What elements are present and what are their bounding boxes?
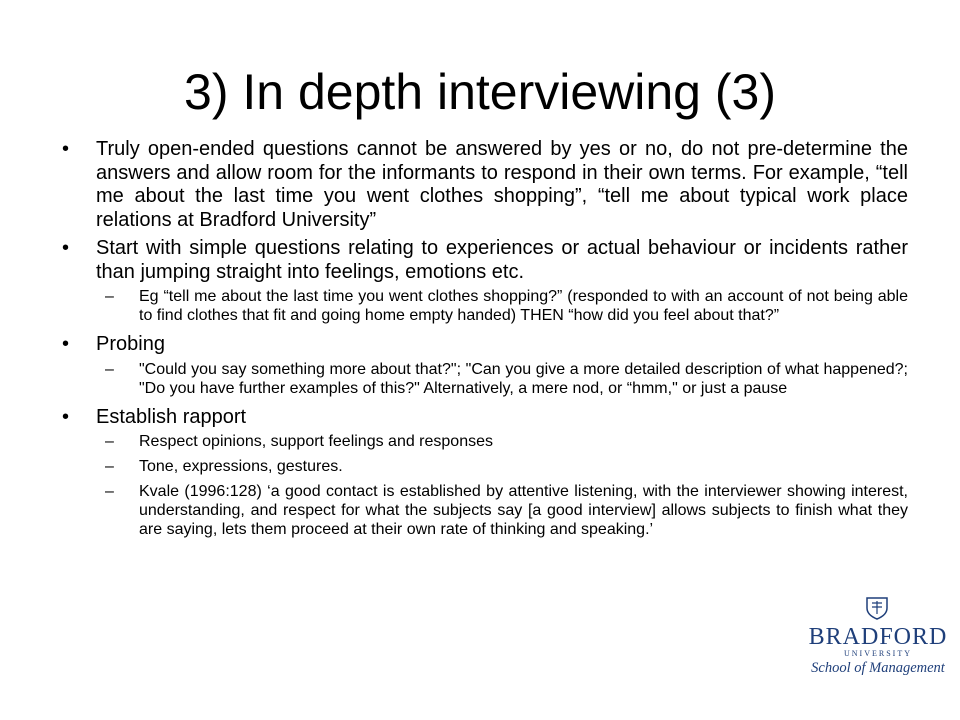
bullet-text: Start with simple questions relating to experiences or actual behaviour or incidents rather than jumping straight into feelings, emotions etc. — [96, 237, 908, 283]
sub-item-example — [62, 287, 908, 325]
bullet-text: Establish rapport — [96, 405, 247, 428]
dash-icon: – — [105, 483, 114, 500]
sub-item-probing-examples — [62, 360, 908, 398]
sub-item-text: "Could you say something more about that?"; "Can you give a more detailed description of what happened?; "Do you have further examples of this?" Alternatively, a mere nod, or “hmm," or just a pause — [139, 360, 908, 397]
bullet-text: Truly open-ended questions cannot be answered by yes or no, do not pre-determine the answers and allow room for the informants to respond in their own terms. For example, “tell me about the last time you went clothes shopping”, “tell me about typical work place relations at Bradford University” — [96, 138, 908, 231]
bullet-item-establish-rapport — [62, 406, 908, 430]
sub-item-text: Respect opinions, support feelings and responses — [139, 433, 493, 450]
bullet-item-open-ended — [62, 138, 908, 232]
sub-item-text: Tone, expressions, gestures. — [139, 458, 343, 475]
bullet-text: Probing — [96, 333, 165, 355]
bullet-item-probing — [62, 333, 908, 357]
dash-icon: – — [105, 433, 114, 450]
dash-icon: – — [105, 288, 114, 305]
bullet-icon: • — [62, 333, 70, 355]
bullet-icon: • — [62, 405, 70, 428]
bradford-logo — [806, 618, 950, 690]
slide-title: 3) In depth interviewing (3) — [184, 64, 776, 120]
sub-item-text: Eg “tell me about the last time you went clothes shopping?” (responded to with an account of not being able to find clothes that fit and going home empty handed) THEN “how did you feel about that?” — [139, 288, 908, 324]
bullet-icon: • — [62, 237, 70, 259]
dash-icon: – — [105, 360, 114, 378]
sub-item-tone — [62, 457, 908, 476]
logo-school: School of Management — [811, 660, 945, 676]
slide-body — [62, 138, 908, 545]
sub-item-respect — [62, 432, 908, 451]
sub-item-kvale-quote — [62, 482, 908, 539]
crest-icon — [864, 596, 890, 620]
bullet-icon: • — [62, 138, 70, 160]
logo-subtitle: UNIVERSITY — [844, 649, 912, 658]
bullet-item-simple-questions — [62, 237, 908, 284]
logo-name: BRADFORD — [808, 624, 948, 650]
sub-item-text: Kvale (1996:128) ‘a good contact is established by attentive listening, with the interviewer showing interest, understanding, and respect for what the subjects say [a good interview] allows subjects to finish what they are saying, lets them proceed at their own rate of thinking and speaking.’ — [139, 483, 908, 538]
dash-icon: – — [105, 458, 114, 475]
